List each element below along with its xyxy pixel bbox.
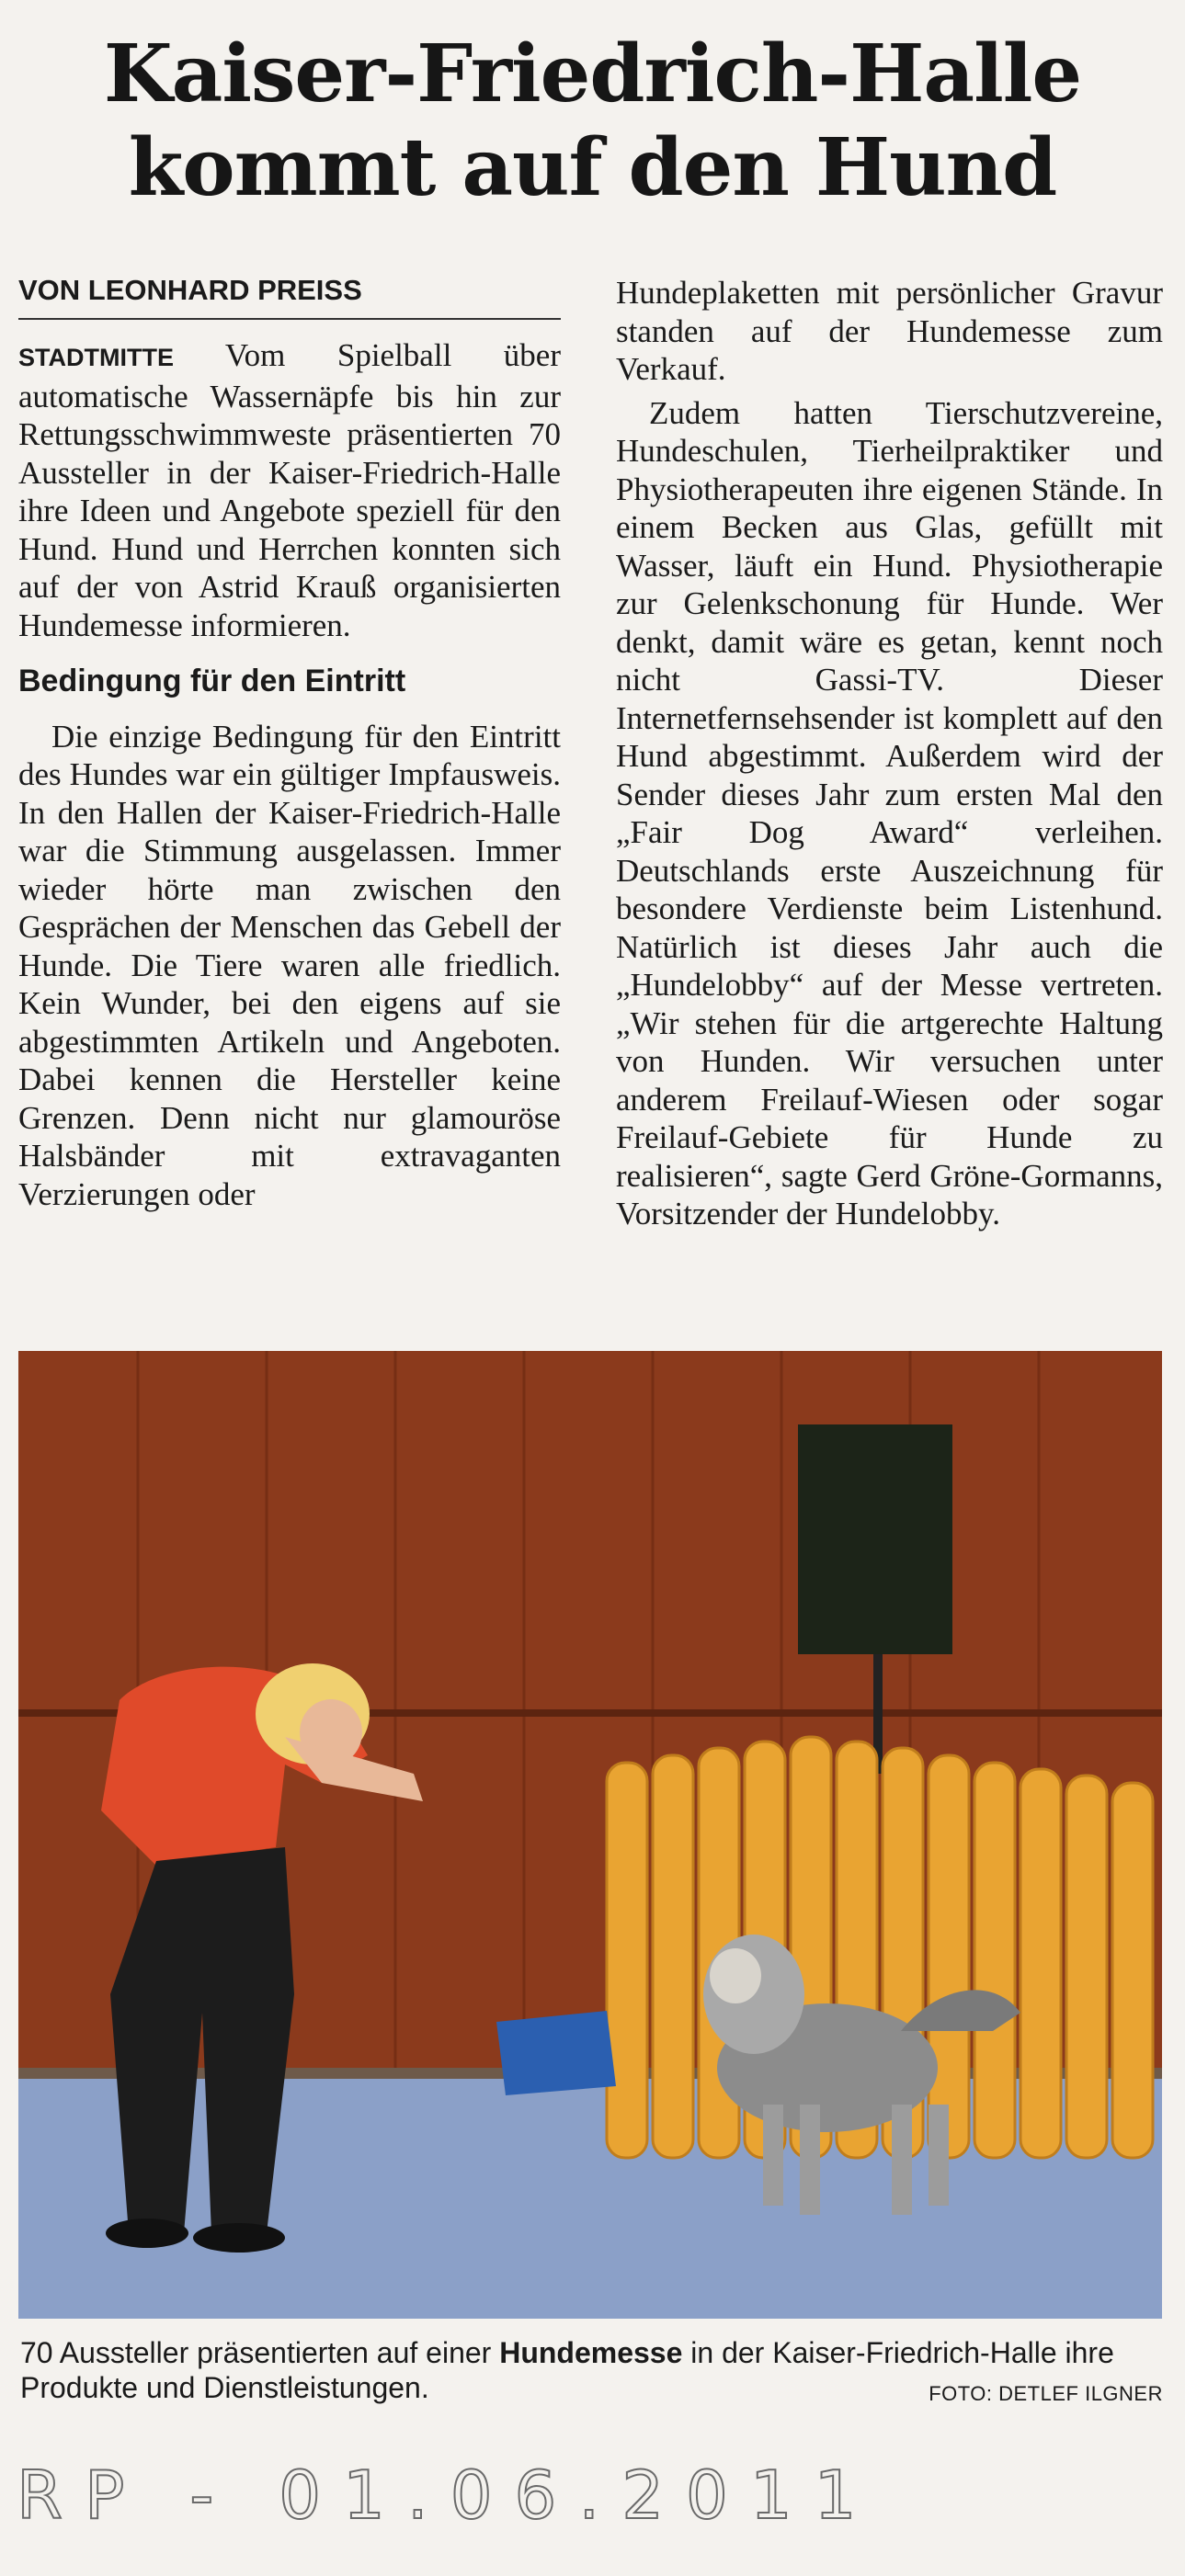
caption-text-end: in der Kaiser-Friedrich-Halle ihre Produkte und Dienstleistungen.	[20, 2336, 1114, 2404]
lead-paragraph	[18, 336, 561, 644]
article-column-2	[616, 274, 1163, 1233]
location-kicker: STADTMITTE	[18, 344, 174, 371]
lead-text: Vom Spielball über automatische Wassernäpfe bis hin zur Rettungsschwimmweste präsentierten 70 Aussteller in der Kaiser-Friedrich-Halle ihre Ideen und Angebote speziell für den Hund. Hund und Herrchen konnten sich auf der von Astrid Krauß organisierten Hundemesse informieren.	[18, 337, 561, 643]
second-paragraph: Zudem hatten Tierschutzvereine, Hundeschulen, Tierheilpraktiker und Physiotherapeuten ihre eigenen Stände. In einem Becken aus Glas, gefüllt mit Wasser, läuft ein Hund. Physiotherapie zur Gelenkschonung für Hunde. Wer denkt, damit wäre es getan, kennt noch nicht Gassi-TV. Dieser Internetfernsehsender ist komplett auf den Hund abgestimmt. Außerdem wird der Sender dieses Jahr zum ersten Mal den „Fair Dog Award“ verleihen. Deutschlands erste Auszeichnung für besondere Verdienste beim Listenhund. Natürlich ist dieses Jahr auch die „Hundelobby“ auf der Messe vertreten. „Wir stehen für die artgerechte Haltung von Hunden. Wir versuchen unter anderem Freilauf-Wiesen oder sogar Freilauf-Gebiete für Hunde zu realisieren“, sagte Gerd Gröne-Gormanns, Vorsitzender der Hundelobby.	[616, 394, 1163, 1231]
caption-text-start: 70 Aussteller präsentierten auf einer	[20, 2336, 500, 2369]
continued-paragraph: Hundeplaketten mit persönlicher Gravur standen auf der Hundemesse zum Verkauf.	[616, 275, 1163, 387]
news-photo	[18, 1351, 1162, 2319]
photo-illustration	[18, 1351, 1162, 2319]
article-column-1	[18, 336, 561, 1213]
body-paragraph: Die einzige Bedingung für den Eintritt des Hundes war ein gültiger Impfausweis. In den Hallen der Kaiser-Friedrich-Halle war die Stimmung ausgelassen. Immer wieder hörte man zwischen den Gesprächen der Menschen das Gebell der Hunde. Die Tiere waren alle friedlich. Kein Wunder, bei den eigens auf sie abgestimmten Artikeln und Angeboten. Dabei kennen die Hersteller keine Grenzen. Denn nicht nur glamouröse Halsbänder mit extravaganten Verzierungen oder	[18, 718, 561, 1212]
photo-credit: FOTO: DETLEF ILGNER	[929, 2382, 1163, 2405]
handwritten-date-note	[17, 2445, 1028, 2546]
caption-bold-term: Hundemesse	[499, 2336, 683, 2369]
headline-line-2: kommt auf den Hund	[128, 121, 1057, 214]
handwritten-date-text: RP - 01.06.2011	[17, 2457, 879, 2534]
subheading: Bedingung für den Eintritt	[18, 664, 406, 698]
byline: VON LEONHARD PREISS	[18, 274, 561, 320]
headline	[0, 28, 1185, 215]
headline-line-1: Kaiser-Friedrich-Halle	[103, 28, 1082, 120]
